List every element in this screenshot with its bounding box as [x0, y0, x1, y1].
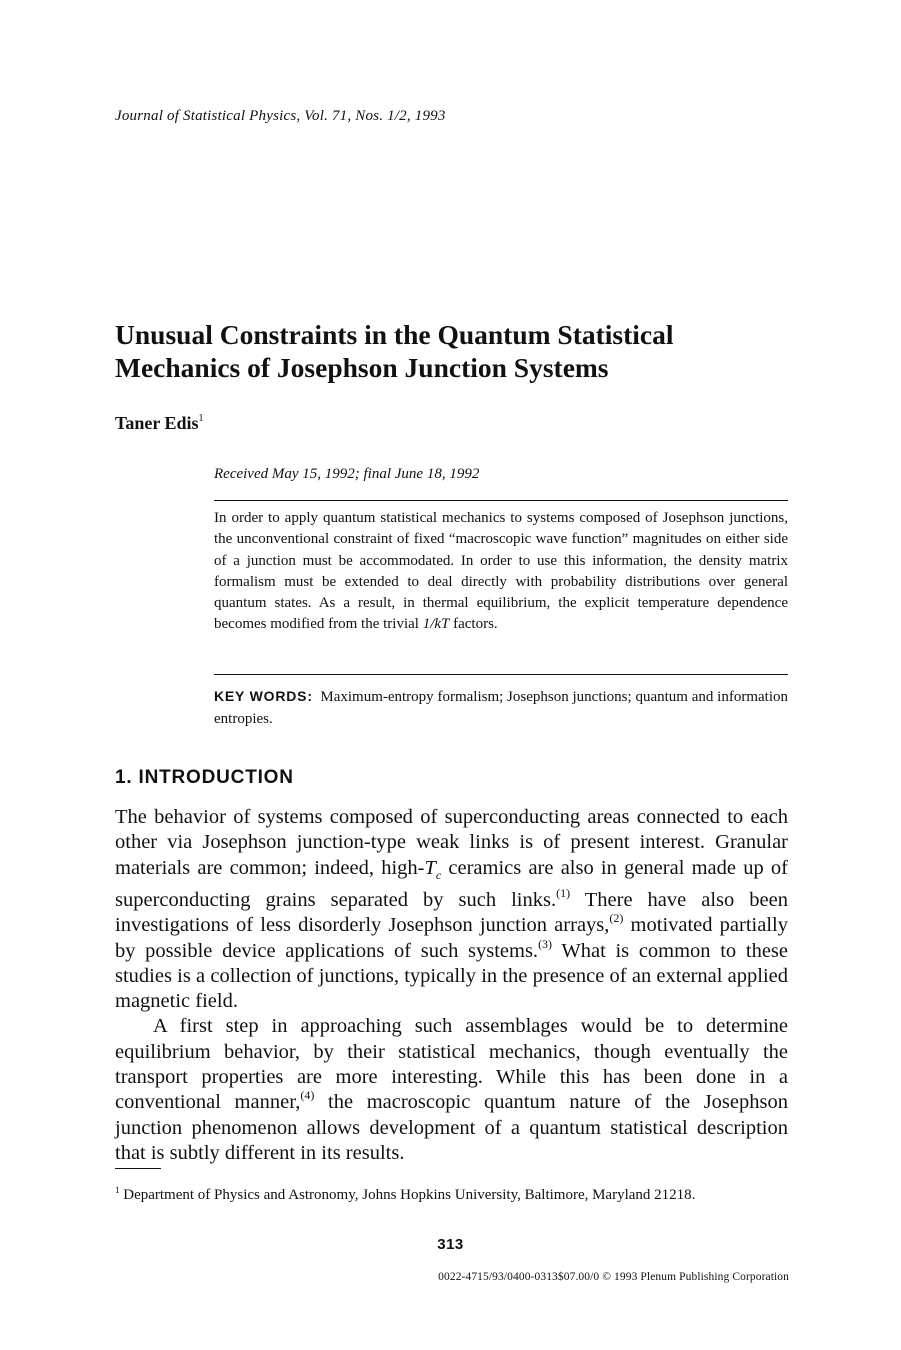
footnote [115, 1180, 788, 1206]
section-heading: 1. INTRODUCTION [115, 767, 294, 788]
p2-text-b: the macroscopic quantum nature of the Josephson junction phenomenon allows development of a quantum statistical description that is subtly different in its results. [115, 1091, 788, 1164]
p1-text-b: ceramics are also in general made up of superconducting grains separated by such links. [115, 856, 788, 911]
keywords [214, 686, 788, 730]
tc-symbol: $T_c$ [424, 856, 442, 882]
reference-3: (3) [538, 936, 553, 951]
abstract-text: In order to apply quantum statistical mechanics to systems composed of Josephson junctions, the unconventional constraint of fixed “macroscopic wave function” magnitudes on either side of a junction must be accommodated. In order to use this information, the density matrix formalism must be extended to deal directly with probability distributions over general quantum states. As a result, in thermal equilibrium, the explicit temperature dependence becomes modified from the trivial [214, 510, 788, 633]
received-dates: Received May 15, 1992; final June 18, 1992 [214, 466, 480, 482]
reference-1: (1) [556, 885, 571, 900]
running-head: Journal of Statistical Physics, Vol. 71, Nos. 1/2, 1993 [115, 108, 446, 124]
body-text [115, 805, 788, 1166]
p1-text-a: The behavior of systems composed of superconducting areas connected to each other via Josephson junction-type weak links is of present interest. Granular materials are common; indeed, high- [115, 806, 788, 879]
abstract-bottom-rule [214, 674, 788, 675]
reference-2: (2) [609, 911, 624, 926]
author-text: Taner Edis [115, 413, 199, 433]
author-footnote-mark: 1 [198, 413, 204, 424]
footnote-text: Department of Physics and Astronomy, Johns Hopkins University, Baltimore, Maryland 21218. [119, 1187, 696, 1203]
author-name [115, 413, 204, 434]
paper-title [115, 318, 815, 384]
p2-text-a: A first step in approaching such assemblages would be to determine equilibrium behavior, by their statistical mechanics, though eventually the transport properties are more interesting. While this has been done in a conventional manner, [115, 1015, 788, 1114]
footnote-rule [115, 1168, 161, 1169]
reference-4: (4) [300, 1088, 315, 1103]
title-line-2: Mechanics of Josephson Junction Systems [115, 352, 609, 383]
abstract-tail: factors. [449, 616, 498, 633]
copyright-line: 0022-4715/93/0400-0313$07.00/0 © 1993 Plenum Publishing Corporation [438, 1271, 789, 1283]
paragraph-1 [115, 805, 788, 1014]
p1-text-e: What is common to these studies is a collection of junctions, typically in the presence of an external applied magnetic field. [115, 939, 788, 1013]
keywords-text: Maximum-entropy formalism; Josephson junctions; quantum and information entropies. [214, 689, 788, 727]
abstract-math: 1/kT [422, 616, 450, 633]
paragraph-2 [115, 1014, 788, 1166]
abstract [214, 508, 788, 636]
title-line-1: Unusual Constraints in the Quantum Statistical [115, 319, 674, 350]
p1-text-d: motivated partially by possible device applications of such systems. [115, 914, 788, 962]
page-number: 313 [437, 1236, 464, 1253]
keywords-label: KEY WORDS: [214, 688, 313, 704]
abstract-top-rule [214, 500, 788, 501]
p1-text-c: There have also been investigations of less disorderly Josephson junction arrays, [115, 888, 788, 937]
footnote-mark: 1 [115, 1185, 120, 1195]
